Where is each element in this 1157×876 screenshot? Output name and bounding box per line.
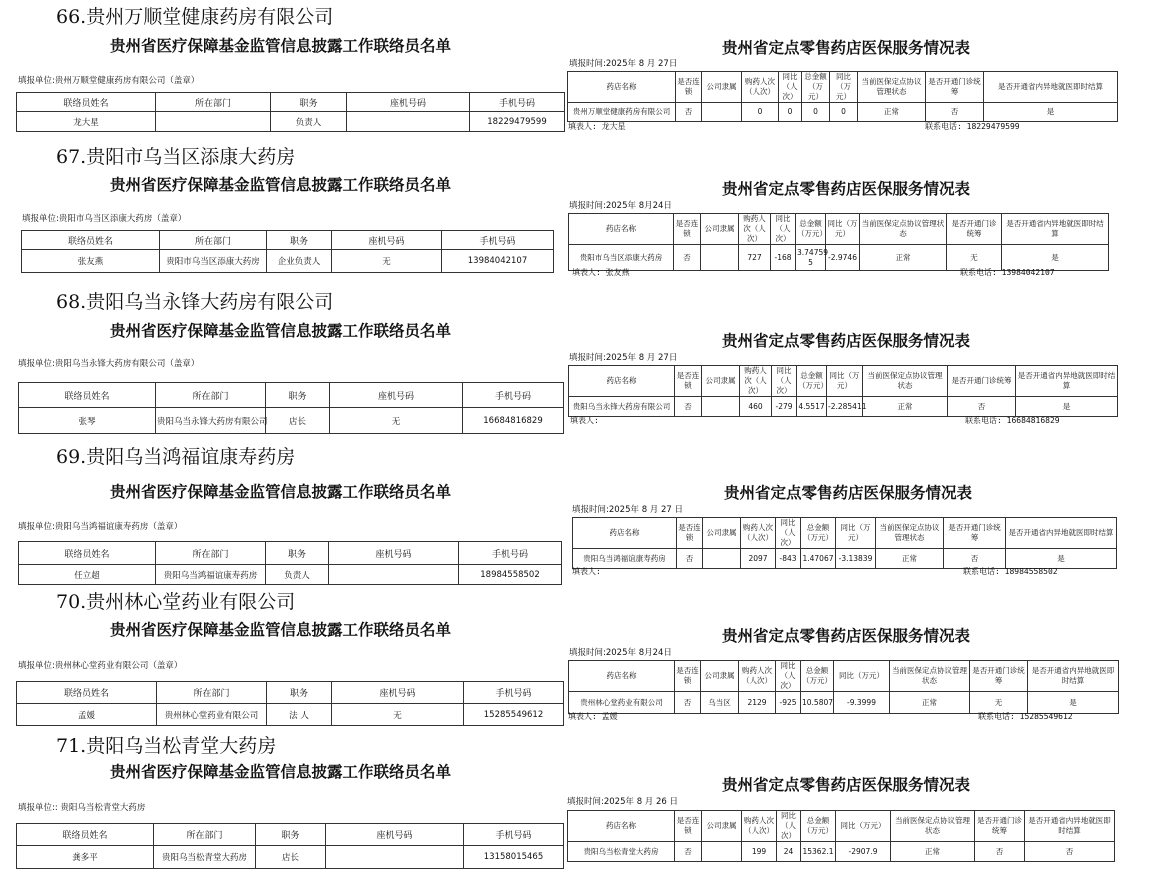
table-cell: 是 bbox=[1016, 397, 1118, 417]
contact-table bbox=[21, 230, 554, 273]
table-row bbox=[19, 408, 564, 434]
header-cell: 同比（万元） bbox=[836, 811, 891, 842]
section-heading: 70.贵州林心堂药业有限公司 bbox=[56, 591, 296, 613]
table-cell: 正常 bbox=[858, 103, 926, 122]
header-cell: 同比（人次） bbox=[777, 811, 801, 842]
table-cell: 无 bbox=[332, 250, 442, 273]
header-cell: 联络员姓名 bbox=[22, 231, 160, 250]
header-cell: 公司隶属 bbox=[702, 811, 742, 842]
table-cell: 0 bbox=[830, 103, 858, 122]
table-cell: 负责人 bbox=[266, 565, 329, 585]
table-cell: 否 bbox=[948, 397, 1016, 417]
table-row bbox=[569, 692, 1119, 714]
table-header-row bbox=[569, 214, 1109, 245]
header-cell: 手机号码 bbox=[470, 93, 565, 112]
table-cell: 否 bbox=[674, 245, 701, 271]
table-cell: 10.5807 bbox=[801, 692, 834, 714]
service-table bbox=[567, 810, 1115, 862]
header-cell: 总金额（万元） bbox=[801, 661, 834, 692]
table-cell: 正常 bbox=[876, 549, 944, 569]
table-cell: 贵阳乌当永锋大药房有限公司 bbox=[569, 397, 675, 417]
table-cell: 贵阳市乌当区添康大药房 bbox=[569, 245, 674, 271]
header-cell: 购药人次（人次） bbox=[740, 366, 772, 397]
table-row bbox=[17, 704, 564, 726]
report-time: 填报时间:2025年 8 月 27日 bbox=[569, 353, 678, 363]
table-cell: 贵阳乌当鸿福谊康寿药房 bbox=[156, 565, 266, 585]
table-header-row bbox=[569, 661, 1119, 692]
table-header-row bbox=[569, 366, 1118, 397]
table-cell: 任立超 bbox=[19, 565, 156, 585]
header-cell: 同比（万元） bbox=[827, 366, 863, 397]
filing-unit: 填报单位:贵州万顺堂健康药房有限公司（盖章） bbox=[18, 76, 200, 86]
table-cell: 13984042107 bbox=[442, 250, 554, 273]
service-table bbox=[568, 365, 1118, 417]
table-header-row bbox=[17, 93, 565, 112]
header-cell: 所在部门 bbox=[157, 682, 267, 704]
header-cell: 联络员姓名 bbox=[17, 93, 156, 112]
header-cell: 联络员姓名 bbox=[17, 824, 154, 846]
table-row bbox=[19, 565, 562, 585]
header-cell: 是否开通门诊统筹 bbox=[948, 366, 1016, 397]
service-table bbox=[568, 213, 1109, 271]
header-cell: 手机号码 bbox=[442, 231, 554, 250]
contact-phone: 联系电话: 15285549612 bbox=[978, 712, 1073, 721]
filing-unit: 填报单位:: 贵阳乌当松青堂大药房 bbox=[18, 803, 146, 813]
table-cell: 店长 bbox=[256, 846, 326, 869]
contact-table-title: 贵州省医疗保障基金监管信息披露工作联络员名单 bbox=[110, 482, 452, 501]
header-cell: 药店名称 bbox=[569, 214, 674, 245]
header-cell: 是否开通门诊统筹 bbox=[975, 811, 1025, 842]
header-cell: 总金额（万元） bbox=[796, 214, 826, 245]
service-table-title: 贵州省定点零售药店医保服务情况表 bbox=[722, 626, 971, 645]
table-cell: 15362.1 bbox=[801, 842, 836, 862]
table-cell: 贵阳乌当鸿福谊康寿药房 bbox=[573, 549, 677, 569]
header-cell: 公司隶属 bbox=[702, 72, 742, 103]
contact-table-title: 贵州省医疗保障基金监管信息披露工作联络员名单 bbox=[110, 620, 452, 639]
header-cell: 是否开通省内异地就医即时结算 bbox=[1002, 214, 1109, 245]
header-cell: 是否连锁 bbox=[675, 366, 702, 397]
header-cell: 职务 bbox=[267, 231, 332, 250]
table-cell: 1.47067 bbox=[801, 549, 836, 569]
table-header-row bbox=[568, 72, 1118, 103]
table-cell: -925 bbox=[776, 692, 801, 714]
table-cell: 正常 bbox=[890, 692, 970, 714]
table-cell bbox=[701, 245, 739, 271]
contact-phone: 联系电话: 18229479599 bbox=[925, 122, 1020, 131]
table-cell bbox=[326, 846, 464, 869]
table-cell bbox=[702, 842, 742, 862]
header-cell: 同比（万元） bbox=[834, 661, 890, 692]
table-cell: 15285549612 bbox=[464, 704, 564, 726]
contact-phone: 联系电话: 18984558502 bbox=[963, 567, 1058, 576]
header-cell: 当前医保定点协议管理状态 bbox=[860, 214, 947, 245]
header-cell: 当前医保定点协议管理状态 bbox=[891, 811, 975, 842]
section-heading: 68.贵阳乌当永锋大药房有限公司 bbox=[56, 291, 334, 313]
header-cell: 总金额（万元） bbox=[802, 72, 830, 103]
header-cell: 同比（万元） bbox=[836, 518, 876, 549]
header-cell: 公司隶属 bbox=[702, 366, 740, 397]
table-cell: 负责人 bbox=[271, 112, 347, 132]
service-table bbox=[568, 660, 1119, 714]
header-cell: 同比（人次） bbox=[779, 72, 802, 103]
table-cell: 18229479599 bbox=[470, 112, 565, 132]
table-row bbox=[569, 397, 1118, 417]
header-cell: 手机号码 bbox=[464, 682, 564, 704]
table-cell: 无 bbox=[970, 692, 1028, 714]
report-time: 填报时间:2025年 8 月 26 日 bbox=[567, 797, 679, 807]
header-cell: 药店名称 bbox=[569, 661, 675, 692]
contact-table bbox=[16, 92, 565, 132]
table-cell: 24 bbox=[777, 842, 801, 862]
table-cell: 460 bbox=[740, 397, 772, 417]
table-cell bbox=[156, 112, 271, 132]
table-cell: 否 bbox=[675, 842, 702, 862]
table-cell: 龚多平 bbox=[17, 846, 154, 869]
table-cell: -843 bbox=[776, 549, 801, 569]
table-cell: 孟媛 bbox=[17, 704, 157, 726]
table-row bbox=[568, 103, 1118, 122]
table-cell: 16684816829 bbox=[463, 408, 564, 434]
filing-unit: 填报单位:贵阳市乌当区添康大药房（盖章） bbox=[22, 214, 187, 224]
table-cell: -279 bbox=[772, 397, 797, 417]
header-cell: 药店名称 bbox=[573, 518, 677, 549]
header-cell: 所在部门 bbox=[156, 383, 266, 408]
table-cell: 18984558502 bbox=[459, 565, 562, 585]
table-cell: 13158015465 bbox=[464, 846, 564, 869]
filler-label: 填表人: 龙大星 bbox=[568, 122, 626, 131]
contact-table-title: 贵州省医疗保障基金监管信息披露工作联络员名单 bbox=[110, 175, 452, 194]
table-cell: 张琴 bbox=[19, 408, 156, 434]
table-cell: 贵阳市乌当区添康大药房 bbox=[160, 250, 267, 273]
table-cell bbox=[702, 103, 742, 122]
filing-unit: 填报单位:贵阳乌当永锋大药房有限公司（盖章） bbox=[18, 359, 200, 369]
table-cell: 张友燕 bbox=[22, 250, 160, 273]
table-header-row bbox=[17, 682, 564, 704]
table-cell: -3.13839 bbox=[836, 549, 876, 569]
section-heading: 69.贵阳乌当鸿福谊康寿药房 bbox=[56, 446, 296, 468]
table-cell: 贵州林心堂药业有限公司 bbox=[157, 704, 267, 726]
header-cell: 是否连锁 bbox=[675, 811, 702, 842]
header-cell: 座机号码 bbox=[332, 682, 464, 704]
header-cell: 职务 bbox=[266, 542, 329, 565]
table-cell: 3.74759 5 bbox=[796, 245, 826, 271]
table-cell: -2.285411 bbox=[827, 397, 863, 417]
header-cell: 当前医保定点协议管理状态 bbox=[876, 518, 944, 549]
filing-unit: 填报单位:贵州林心堂药业有限公司（盖章） bbox=[18, 661, 183, 671]
contact-table bbox=[18, 382, 564, 434]
header-cell: 是否开通门诊统筹 bbox=[970, 661, 1028, 692]
header-cell: 所在部门 bbox=[160, 231, 267, 250]
table-cell: 4.5517 bbox=[797, 397, 827, 417]
header-cell: 公司隶属 bbox=[701, 214, 739, 245]
header-cell: 是否开通省内异地就医即时结算 bbox=[984, 72, 1118, 103]
filler-label: 填表人: bbox=[570, 416, 599, 425]
table-cell: 正常 bbox=[891, 842, 975, 862]
table-cell bbox=[329, 565, 459, 585]
section-heading: 71.贵阳乌当松青堂大药房 bbox=[56, 735, 277, 757]
service-table-title: 贵州省定点零售药店医保服务情况表 bbox=[722, 38, 971, 57]
header-cell: 联络员姓名 bbox=[19, 383, 156, 408]
header-cell: 购药人次（人次） bbox=[742, 72, 779, 103]
table-cell: 否 bbox=[675, 692, 701, 714]
table-cell: 2129 bbox=[739, 692, 776, 714]
header-cell: 是否开通门诊统筹 bbox=[944, 518, 1006, 549]
header-cell: 同比（人次） bbox=[776, 661, 801, 692]
header-cell: 当前医保定点协议管理状态 bbox=[858, 72, 926, 103]
header-cell: 联络员姓名 bbox=[17, 682, 157, 704]
table-cell: -9.3999 bbox=[834, 692, 890, 714]
header-cell: 是否开通省内异地就医即时结算 bbox=[1006, 518, 1117, 549]
table-cell: 否 bbox=[676, 103, 702, 122]
table-row bbox=[569, 245, 1109, 271]
report-time: 填报时间:2025年 8 月 27 日 bbox=[572, 505, 684, 515]
header-cell: 是否开通门诊统筹 bbox=[947, 214, 1002, 245]
contact-phone: 联系电话: 13984042107 bbox=[960, 268, 1055, 277]
header-cell: 购药人次（人次） bbox=[739, 214, 771, 245]
header-cell: 同比（人次） bbox=[772, 366, 797, 397]
table-cell: -168 bbox=[771, 245, 796, 271]
table-cell: 无 bbox=[332, 704, 464, 726]
header-cell: 所在部门 bbox=[154, 824, 256, 846]
table-cell: 是 bbox=[984, 103, 1118, 122]
table-cell: 贵阳乌当永锋大药房有限公司 bbox=[156, 408, 266, 434]
header-cell: 购药人次（人次） bbox=[741, 518, 776, 549]
table-cell: 否 bbox=[1025, 842, 1115, 862]
table-header-row bbox=[19, 383, 564, 408]
table-cell: 2097 bbox=[741, 549, 776, 569]
header-cell: 职务 bbox=[256, 824, 326, 846]
service-table bbox=[567, 71, 1118, 122]
service-table-title: 贵州省定点零售药店医保服务情况表 bbox=[722, 775, 971, 794]
header-cell: 当前医保定点协议管理状态 bbox=[863, 366, 948, 397]
table-cell: -2907.9 bbox=[836, 842, 891, 862]
table-cell: 正常 bbox=[860, 245, 947, 271]
header-cell: 同比（人次） bbox=[776, 518, 801, 549]
table-cell: 法 人 bbox=[267, 704, 332, 726]
header-cell: 是否开通省内异地就医即时结算 bbox=[1025, 811, 1115, 842]
contact-table bbox=[16, 823, 564, 869]
header-cell: 当前医保定点协议管理状态 bbox=[890, 661, 970, 692]
report-time: 填报时间:2025年 8月24日 bbox=[569, 648, 672, 658]
table-cell: 0 bbox=[742, 103, 779, 122]
contact-table-title: 贵州省医疗保障基金监管信息披露工作联络员名单 bbox=[110, 36, 452, 55]
table-cell bbox=[702, 397, 740, 417]
table-cell: 乌当区 bbox=[701, 692, 739, 714]
header-cell: 药店名称 bbox=[568, 72, 676, 103]
header-cell: 总金额（万元） bbox=[797, 366, 827, 397]
header-cell: 手机号码 bbox=[464, 824, 564, 846]
header-cell: 座机号码 bbox=[332, 231, 442, 250]
table-cell: 否 bbox=[926, 103, 984, 122]
header-cell: 购药人次（人次） bbox=[742, 811, 777, 842]
header-cell: 药店名称 bbox=[568, 811, 675, 842]
table-cell: 199 bbox=[742, 842, 777, 862]
header-cell: 职务 bbox=[266, 383, 330, 408]
header-cell: 是否连锁 bbox=[675, 661, 701, 692]
contact-table-title: 贵州省医疗保障基金监管信息披露工作联络员名单 bbox=[110, 762, 452, 781]
table-cell: 是 bbox=[1028, 692, 1119, 714]
header-cell: 所在部门 bbox=[156, 93, 271, 112]
table-cell: 0 bbox=[802, 103, 830, 122]
header-cell: 是否开通省内异地就医即时结算 bbox=[1016, 366, 1118, 397]
header-cell: 是否连锁 bbox=[674, 214, 701, 245]
header-cell: 是否连锁 bbox=[677, 518, 703, 549]
contact-phone: 联系电话: 16684816829 bbox=[965, 416, 1060, 425]
header-cell: 同比（万元） bbox=[826, 214, 860, 245]
header-cell: 座机号码 bbox=[330, 383, 463, 408]
table-cell: 店长 bbox=[266, 408, 330, 434]
table-header-row bbox=[573, 518, 1117, 549]
table-header-row bbox=[22, 231, 554, 250]
filler-label: 填表人: bbox=[572, 567, 601, 576]
table-cell: 正常 bbox=[863, 397, 948, 417]
header-cell: 药店名称 bbox=[569, 366, 675, 397]
filing-unit: 填报单位:贵阳乌当鸿福谊康寿药房（盖章） bbox=[18, 522, 183, 532]
filler-label: 填表人: 孟媛 bbox=[568, 712, 618, 721]
table-cell: 贵阳乌当松青堂大药房 bbox=[568, 842, 675, 862]
header-cell: 手机号码 bbox=[463, 383, 564, 408]
contact-table bbox=[18, 541, 562, 585]
table-cell: 0 bbox=[779, 103, 802, 122]
header-cell: 职务 bbox=[271, 93, 347, 112]
header-cell: 是否连锁 bbox=[676, 72, 702, 103]
report-time: 填报时间:2025年 8月24日 bbox=[569, 201, 672, 211]
table-cell: 是 bbox=[1002, 245, 1109, 271]
header-cell: 总金额（万元） bbox=[801, 518, 836, 549]
header-cell: 座机号码 bbox=[326, 824, 464, 846]
header-cell: 同比（人次） bbox=[771, 214, 796, 245]
filler-label: 填表人: 张友燕 bbox=[572, 268, 630, 277]
table-cell: 贵阳乌当松青堂大药房 bbox=[154, 846, 256, 869]
table-cell: 贵州万顺堂健康药房有限公司 bbox=[568, 103, 676, 122]
header-cell: 购药人次（人次） bbox=[739, 661, 776, 692]
service-table-title: 贵州省定点零售药店医保服务情况表 bbox=[722, 331, 971, 350]
header-cell: 公司隶属 bbox=[703, 518, 741, 549]
table-cell: 否 bbox=[944, 549, 1006, 569]
table-row bbox=[568, 842, 1115, 862]
header-cell: 手机号码 bbox=[459, 542, 562, 565]
table-row bbox=[17, 846, 564, 869]
table-cell: 否 bbox=[675, 397, 702, 417]
header-cell: 是否开通门诊统筹 bbox=[926, 72, 984, 103]
table-row bbox=[17, 112, 565, 132]
table-row bbox=[22, 250, 554, 273]
table-cell: 无 bbox=[330, 408, 463, 434]
section-heading: 66.贵州万顺堂健康药房有限公司 bbox=[56, 6, 334, 28]
header-cell: 总金额（万元） bbox=[801, 811, 836, 842]
service-table-title: 贵州省定点零售药店医保服务情况表 bbox=[722, 179, 971, 198]
section-heading: 67.贵阳市乌当区添康大药房 bbox=[56, 146, 296, 168]
table-header-row bbox=[568, 811, 1115, 842]
table-cell: 龙大星 bbox=[17, 112, 156, 132]
table-header-row bbox=[17, 824, 564, 846]
table-cell: 贵州林心堂药业有限公司 bbox=[569, 692, 675, 714]
table-cell: 是 bbox=[1006, 549, 1117, 569]
table-cell: 727 bbox=[739, 245, 771, 271]
header-cell: 公司隶属 bbox=[701, 661, 739, 692]
table-header-row bbox=[19, 542, 562, 565]
table-cell: 无 bbox=[947, 245, 1002, 271]
table-cell bbox=[703, 549, 741, 569]
table-cell bbox=[347, 112, 470, 132]
header-cell: 职务 bbox=[267, 682, 332, 704]
header-cell: 所在部门 bbox=[156, 542, 266, 565]
table-cell: 企业负责人 bbox=[267, 250, 332, 273]
table-row bbox=[573, 549, 1117, 569]
header-cell: 是否开通省内异地就医即时结算 bbox=[1028, 661, 1119, 692]
header-cell: 座机号码 bbox=[347, 93, 470, 112]
header-cell: 同比（万元） bbox=[830, 72, 858, 103]
report-time: 填报时间:2025年 8 月 27日 bbox=[569, 59, 678, 69]
table-cell: -2.9746 bbox=[826, 245, 860, 271]
header-cell: 座机号码 bbox=[329, 542, 459, 565]
table-cell: 否 bbox=[677, 549, 703, 569]
contact-table-title: 贵州省医疗保障基金监管信息披露工作联络员名单 bbox=[110, 321, 452, 340]
contact-table bbox=[16, 681, 564, 726]
service-table-title: 贵州省定点零售药店医保服务情况表 bbox=[724, 483, 973, 502]
header-cell: 联络员姓名 bbox=[19, 542, 156, 565]
table-cell: 否 bbox=[975, 842, 1025, 862]
service-table bbox=[572, 517, 1117, 569]
